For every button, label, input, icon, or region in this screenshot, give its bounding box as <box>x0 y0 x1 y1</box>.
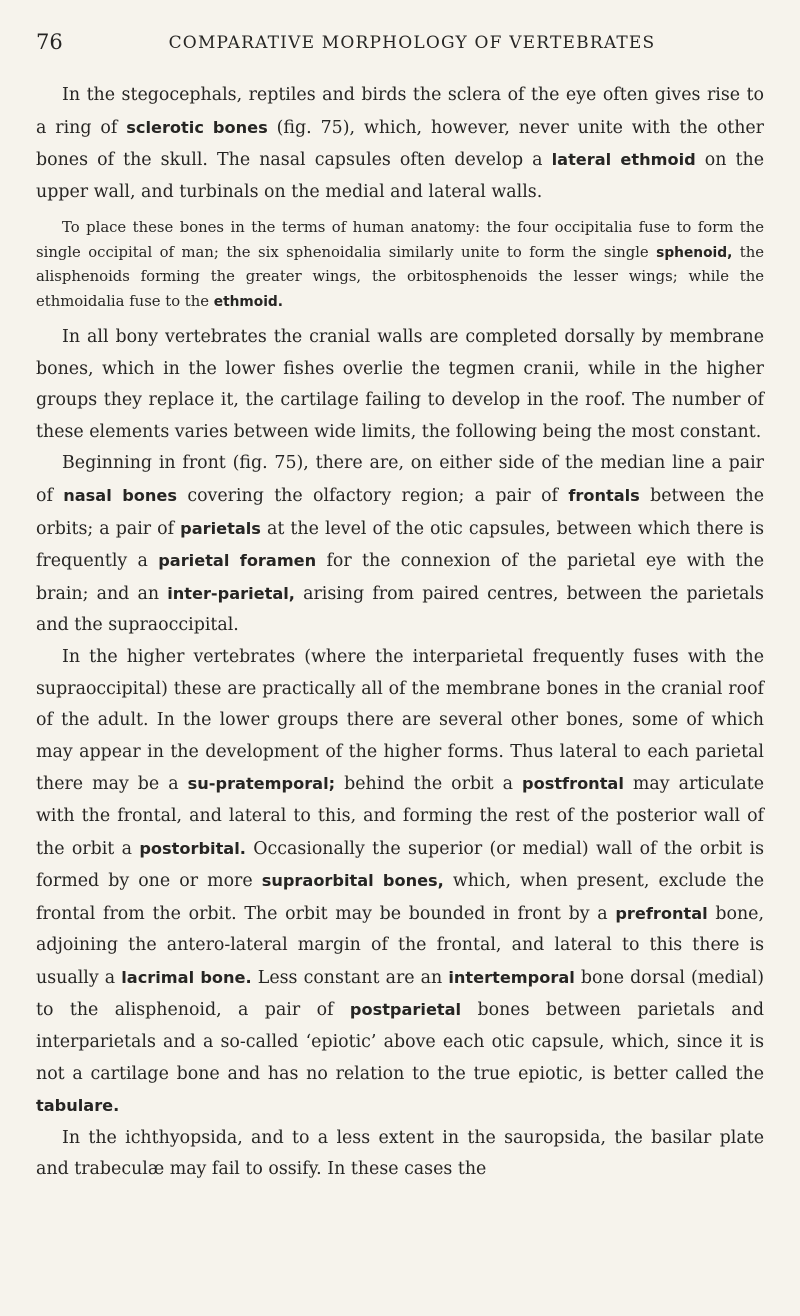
text-run: between the orbits; a pair of <box>36 485 765 539</box>
bold-term: lacrimal bone. <box>121 967 252 987</box>
bold-term: ethmoid. <box>213 293 283 310</box>
bold-term: inter-parietal, <box>167 583 295 603</box>
text-run: In all bony vertebrates the cranial walls are completed dorsally by membrane bones, which in the lower fishes overlie the tegmen cranii, while in the higher groups they replace it, the cartilage failing to develop in the roof. The number of these elements varies between wide limits, the following being the most constant. <box>36 327 764 442</box>
text-run: covering the olfactory region; a pair of <box>177 485 569 506</box>
bold-term: nasal bones <box>63 485 177 505</box>
running-head: COMPARATIVE MORPHOLOGY OF VERTEBRATES <box>168 33 656 53</box>
paragraph <box>36 322 764 448</box>
text-run: To place these bones in the terms of human anatomy: the four occipitalia fuse to form the single occipital of man; the six sphenoidalia similarly unite to form the single <box>36 219 764 261</box>
bold-term: parietals <box>180 518 261 538</box>
text-run: which, when present, exclude the frontal from the orbit. The orbit may be bounded in front by a <box>36 871 765 924</box>
text-run: (fig. 75), which, however, never unite with the other bones of the skull. The nasal capsules often develop a <box>36 117 764 171</box>
bold-term: supraorbital bones, <box>261 871 444 891</box>
text-run: may articulate with the frontal, and lateral to this, and forming the rest of the posterior wall of the orbit a <box>36 774 764 859</box>
paragraph <box>36 448 764 642</box>
note-paragraph <box>36 216 764 314</box>
bold-term: intertemporal <box>448 967 575 987</box>
text-run: on the upper wall, and turbinals on the medial and lateral walls. <box>36 150 764 202</box>
page-number: 76 <box>36 30 63 54</box>
text-run: the alisphenoids forming the greater wings, the orbitosphenoids the lesser wings; while the ethmoidalia fuse to the <box>36 243 765 310</box>
text-run: In the higher vertebrates (where the interparietal frequently fuses with the supraoccipital) these are practically all of the membrane bones in the cranial roof of the adult. In the lower groups there are several other bones, some of which may appear in the development of the higher forms. Thus lateral to each parietal there may be a <box>36 646 764 795</box>
bold-term: postparietal <box>349 1000 462 1020</box>
text-run: Beginning in front (fig. 75), there are, on either side of the median line a pair of <box>36 453 764 506</box>
text-run: bone dorsal (medial) to the alisphenoid, a pair of <box>36 967 764 1021</box>
page-header <box>36 30 764 54</box>
text-run: for the connexion of the parietal eye with the brain; and an <box>36 551 764 604</box>
body-text <box>36 80 764 1186</box>
text-run: bones between parietals and interparietals and a so-called ‘epiotic’ above each otic capsule, which, since it is not a cartilage bone and has no relation to the true epiotic, is better called the <box>36 1000 764 1084</box>
bold-term: tabulare. <box>36 1096 120 1116</box>
text-run: Less constant are an <box>251 967 449 988</box>
bold-term: postfrontal <box>522 774 624 794</box>
text-run: In the ichthyopsida, and to a less extent in the sauropsida, the basilar plate and trabeculæ may fail to ossify. In these cases the <box>36 1127 764 1180</box>
paragraph <box>36 1123 764 1186</box>
text-run: In the stegocephals, reptiles and birds the sclera of the eye often gives rise to a ring of <box>36 85 764 138</box>
bold-term: sclerotic bones <box>126 117 268 137</box>
text-run: Occasionally the superior (or medial) wall of the orbit is formed by one or more <box>36 838 764 892</box>
bold-term: lateral ethmoid <box>551 150 696 170</box>
paragraph <box>36 642 764 1123</box>
bold-term: frontals <box>568 485 640 505</box>
paragraph <box>36 80 764 208</box>
bold-term: su-pratemporal; <box>187 774 336 794</box>
text-run: arising from paired centres, between the parietals and the supraoccipital. <box>36 583 764 636</box>
bold-term: postorbital. <box>139 838 246 858</box>
text-run: at the level of the otic capsules, between which there is frequently a <box>36 518 764 572</box>
text-run: bone, adjoining the antero-lateral margin of the frontal, and lateral to this there is usually a <box>36 903 764 988</box>
bold-term: prefrontal <box>615 903 708 923</box>
bold-term: sphenoid, <box>656 244 733 261</box>
bold-term: parietal foramen <box>158 551 317 571</box>
text-run: behind the orbit a <box>335 774 523 795</box>
